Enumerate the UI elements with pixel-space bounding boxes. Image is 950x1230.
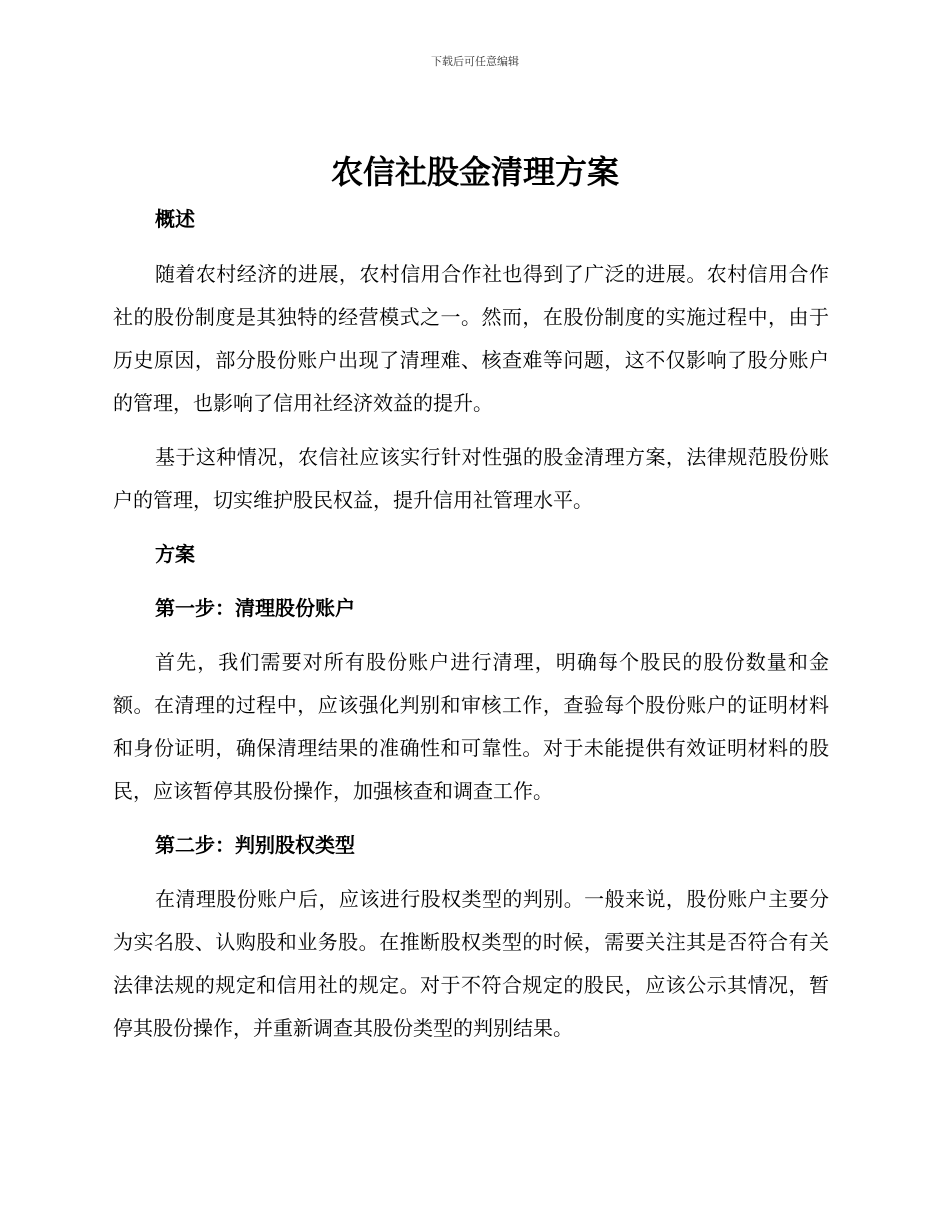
document-body: [113, 198, 829, 1050]
section-heading-overview: 概述: [155, 207, 195, 231]
step1-heading: 第一步：清理股份账户: [155, 596, 355, 620]
paragraph-step1: 首先，我们需要对所有股份账户进行清理，明确每个股民的股份数量和金额。在清理的过程中，应该强化判别和审核工作，查验每个股份账户的证明材料和身份证明，确保清理结果的准确性和可靠性。对于未能提供有效证明材料的股民，应该暂停其股份操作，加强核查和调查工作。: [113, 650, 829, 803]
document-title: 农信社股金清理方案: [330, 153, 619, 191]
step2-heading: 第二步：判别股权类型: [155, 833, 355, 857]
paragraph-step2: 在清理股份账户后，应该进行股权类型的判别。一般来说，股份账户主要分为实名股、认购股和业务股。在推断股权类型的时候，需要关注其是否符合有关法律法规的规定和信用社的规定。对于不符合规定的股民，应该公示其情况，暂停其股份操作，并重新调查其股份类型的判别结果。: [113, 887, 829, 1040]
paragraph-overview-2: 基于这种情况，农信社应该实行针对性强的股金清理方案，法律规范股份账户的管理，切实维护股民权益，提升信用社管理水平。: [113, 445, 829, 512]
page-header-note: 下载后可任意编辑: [431, 55, 519, 68]
paragraph-overview-1: 随着农村经济的进展，农村信用合作社也得到了广泛的进展。农村信用合作社的股份制度是其独特的经营模式之一。然而，在股份制度的实施过程中，由于历史原因，部分股份账户出现了清理难、核查难等问题，这不仅影响了股分账户的管理，也影响了信用社经济效益的提升。: [113, 262, 829, 415]
section-heading-plan: 方案: [155, 542, 195, 566]
